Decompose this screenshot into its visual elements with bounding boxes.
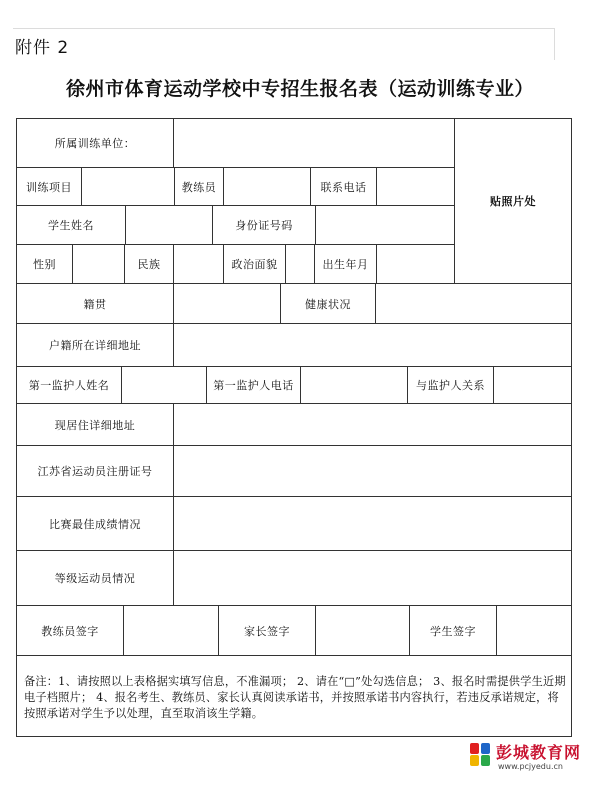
book-icon xyxy=(470,743,492,767)
coach-signature-field[interactable] xyxy=(123,605,219,656)
id-number-field[interactable] xyxy=(315,205,455,245)
student-name-label: 学生姓名 xyxy=(16,205,126,245)
attachment-label: 附件 2 xyxy=(15,38,70,58)
native-place-field[interactable] xyxy=(173,283,281,324)
coach-signature-label: 教练员签字 xyxy=(16,605,124,656)
student-signature-label: 学生签字 xyxy=(409,605,497,656)
best-result-field[interactable] xyxy=(173,496,572,551)
athlete-level-label: 等级运动员情况 xyxy=(16,550,174,606)
current-address-field[interactable] xyxy=(173,403,572,446)
coach-field[interactable] xyxy=(223,167,311,206)
guardian1-name-field[interactable] xyxy=(121,366,207,404)
gender-label: 性别 xyxy=(16,244,73,284)
health-status-field[interactable] xyxy=(375,283,572,324)
guardian1-name-label: 第一监护人姓名 xyxy=(16,366,122,404)
political-status-field[interactable] xyxy=(285,244,315,284)
athlete-registration-field[interactable] xyxy=(173,445,572,497)
athlete-level-field[interactable] xyxy=(173,550,572,606)
guardian-relation-field[interactable] xyxy=(493,366,572,404)
training-unit-field[interactable] xyxy=(173,118,455,168)
household-address-label: 户籍所在详细地址 xyxy=(16,323,174,367)
athlete-registration-label: 江苏省运动员注册证号 xyxy=(16,445,174,497)
guardian1-phone-label: 第一监护人电话 xyxy=(206,366,301,404)
photo-area[interactable]: 贴照片处 xyxy=(454,118,572,284)
training-item-field[interactable] xyxy=(81,167,175,206)
logo-text: 彭城教育网 xyxy=(496,743,582,762)
political-status-label: 政治面貌 xyxy=(223,244,286,284)
ethnicity-field[interactable] xyxy=(173,244,224,284)
contact-phone-label: 联系电话 xyxy=(310,167,377,206)
contact-phone-field[interactable] xyxy=(376,167,455,206)
logo-url: www.pcjyedu.cn xyxy=(498,762,563,771)
notes: 备注：1、请按照以上表格据实填写信息，不准漏项； 2、请在“□”处勾选信息； 3、报名时需提供学生近期电子档照片； 4、报名考生、教练员、家长认真阅读承诺书，并按照承诺书内容执行，若违反承诺规定，将按照承诺对学生予以处理，直至取消该生学籍。 xyxy=(16,655,572,737)
parent-signature-field[interactable] xyxy=(315,605,410,656)
logo-block-green xyxy=(481,755,490,766)
coach-label: 教练员 xyxy=(174,167,224,206)
gender-field[interactable] xyxy=(72,244,125,284)
health-status-label: 健康状况 xyxy=(280,283,376,324)
guardian-relation-label: 与监护人关系 xyxy=(407,366,494,404)
logo-block-red xyxy=(470,743,479,754)
current-address-label: 现居住详细地址 xyxy=(16,403,174,446)
logo-block-blue xyxy=(481,743,490,754)
site-logo xyxy=(470,740,590,780)
logo-block-yellow xyxy=(470,755,479,766)
training-item-label: 训练项目 xyxy=(16,167,82,206)
household-address-field[interactable] xyxy=(173,323,572,367)
birth-date-label: 出生年月 xyxy=(314,244,377,284)
parent-signature-label: 家长签字 xyxy=(218,605,316,656)
training-unit-label: 所属训练单位： xyxy=(16,118,174,168)
best-result-label: 比赛最佳成绩情况 xyxy=(16,496,174,551)
id-number-label: 身份证号码 xyxy=(212,205,316,245)
form-title: 徐州市体育运动学校中专招生报名表（运动训练专业） xyxy=(65,78,534,100)
student-name-field[interactable] xyxy=(125,205,213,245)
native-place-label: 籍贯 xyxy=(16,283,174,324)
ethnicity-label: 民族 xyxy=(124,244,174,284)
student-signature-field[interactable] xyxy=(496,605,572,656)
guardian1-phone-field[interactable] xyxy=(300,366,408,404)
birth-date-field[interactable] xyxy=(376,244,455,284)
